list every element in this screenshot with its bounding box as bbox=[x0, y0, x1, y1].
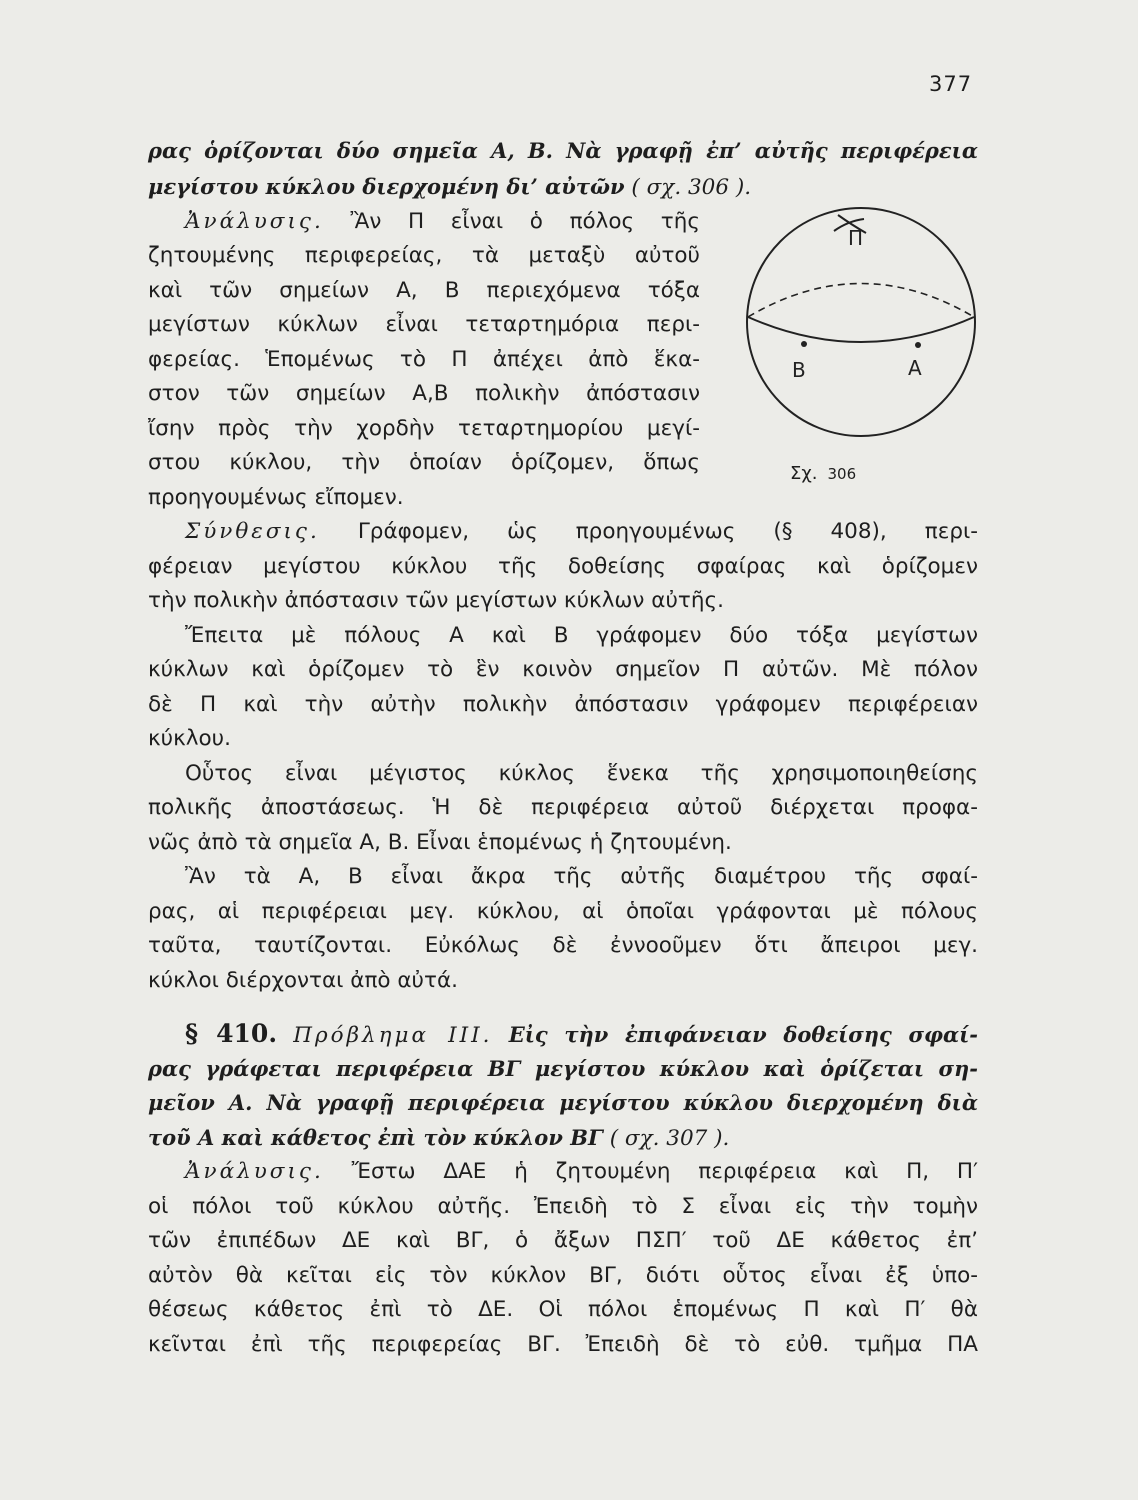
text-line: τῶν ἐπιπέδων ΔΕ καὶ ΒΓ, ὁ ἄξων ΠΣΠ′ τοῦ ΔΕ κάθετος ἐπ’ bbox=[148, 1228, 978, 1253]
text-line: πολικῆς ἀποστάσεως. Ἡ δὲ περιφέρεια αὐτοῦ διέρχεται προφα- bbox=[148, 795, 978, 820]
figure-reference: ( σχ. 306 ). bbox=[631, 175, 752, 200]
text-line: φερείας. Ἑπομένως τὸ Π ἀπέχει ἀπὸ ἕκα- bbox=[148, 347, 700, 372]
line-text: Γράφομεν, ὡς προηγουμένως (§ 408), περι- bbox=[357, 519, 979, 544]
synthesis-heading: Σύνθεσις. bbox=[185, 519, 320, 544]
text-line: ρας, αἱ περιφέρειαι μεγ. κύκλου, αἱ ὁποῖαι γράφονται μὲ πόλους bbox=[148, 899, 978, 924]
text-line: στον τῶν σημείων Α,Β πολικὴν ἀπόστασιν bbox=[148, 381, 700, 406]
text-line: κύκλου. bbox=[148, 726, 231, 751]
text-line bbox=[148, 134, 978, 168]
label-a: Α bbox=[908, 356, 922, 380]
text-line: κύκλων καὶ ὁρίζομεν τὸ ἓν κοινὸν σημεῖον Π αὐτῶν. Μὲ πόλον bbox=[148, 657, 978, 682]
label-pole: Π bbox=[848, 226, 864, 250]
section-title: Πρόβλημα ΙΙΙ. bbox=[293, 1023, 493, 1048]
problem-statement: τοῦ Α καὶ κάθετος ἐπὶ τὸν κύκλον ΒΓ bbox=[148, 1125, 603, 1150]
point-a bbox=[915, 342, 921, 348]
caption-number: 306 bbox=[827, 465, 857, 483]
text-line: Ἂν τὰ Α, Β εἶναι ἄκρα τῆς αὐτῆς διαμέτρου τῆς σφαί- bbox=[185, 864, 978, 889]
text-line bbox=[148, 1121, 978, 1155]
text-line: φέρειαν μεγίστου κύκλου τῆς δοθείσης σφαίρας καὶ ὁρίζομεν bbox=[148, 554, 978, 579]
text-line: δὲ Π καὶ τὴν αὐτὴν πολικὴν ἀπόστασιν γράφομεν περιφέρειαν bbox=[148, 692, 978, 717]
problem-statement: ρας γράφεται περιφέρεια ΒΓ μεγίστου κύκλου καὶ ὁρίζεται ση- bbox=[148, 1056, 978, 1081]
great-circle-front bbox=[748, 317, 974, 342]
text-line: ταῦτα, ταυτίζονται. Εὐκόλως δὲ ἐννοοῦμεν ὅτι ἄπειροι μεγ. bbox=[148, 933, 978, 958]
text-line: μεγίστων κύκλων εἶναι τεταρτημόρια περι- bbox=[148, 312, 700, 337]
text-line: Ἔπειτα μὲ πόλους Α καὶ Β γράφομεν δύο τόξα μεγίστων bbox=[185, 623, 978, 648]
text-line: ζητουμένης περιφερείας, τὰ μεταξὺ αὐτοῦ bbox=[148, 243, 700, 268]
text-line bbox=[148, 1052, 978, 1086]
sphere-figure-306 bbox=[738, 205, 988, 495]
figure-caption bbox=[790, 463, 856, 484]
page-number: 377 bbox=[929, 72, 973, 96]
text-line bbox=[185, 205, 700, 238]
problem-statement: μεῖον Α. Νὰ γραφῇ περιφέρεια μεγίστου κύκλου διερχομένη διὰ bbox=[148, 1090, 978, 1115]
text-line: προηγουμένως εἴπομεν. bbox=[148, 485, 404, 510]
text-line bbox=[185, 1017, 978, 1052]
text-line: αὐτὸν θὰ κεῖται εἰς τὸν κύκλον ΒΓ, διότι οὗτος εἶναι ἐξ ὑπο- bbox=[148, 1263, 978, 1288]
text-line: κύκλοι διέρχονται ἀπὸ αὐτά. bbox=[148, 968, 458, 993]
line-text: Ἂν Π εἶναι ὁ πόλος τῆς bbox=[350, 209, 700, 234]
analysis-heading: Ἀνάλυσις. bbox=[185, 209, 324, 234]
text-line bbox=[148, 170, 978, 204]
problem-statement: μεγίστου κύκλου διερχομένη δι’ αὐτῶν bbox=[148, 174, 625, 199]
text-line: στου κύκλου, τὴν ὁποίαν ὁρίζομεν, ὅπως bbox=[148, 450, 700, 475]
text-line bbox=[185, 1155, 978, 1188]
line-text: Ἔστω ΔΑΕ ἡ ζητουμένη περιφέρεια καὶ Π, Π′ bbox=[351, 1159, 978, 1184]
section-number: § 410. bbox=[185, 1019, 278, 1048]
label-b: Β bbox=[792, 358, 806, 382]
text-line: τὴν πολικὴν ἀπόστασιν τῶν μεγίστων κύκλων αὐτῆς. bbox=[148, 588, 724, 613]
figure-reference: ( σχ. 307 ). bbox=[609, 1126, 730, 1151]
text-line: κεῖνται ἐπὶ τῆς περιφερείας ΒΓ. Ἐπειδὴ δὲ τὸ εὐθ. τμῆμα ΠΑ bbox=[148, 1332, 978, 1357]
text-line: ἴσην πρὸς τὴν χορδὴν τεταρτημορίου μεγί- bbox=[148, 416, 700, 441]
problem-statement: ρας ὁρίζονται δύο σημεῖα Α, Β. Νὰ γραφῇ ἐπ’ αὐτῆς περιφέρεια bbox=[148, 138, 978, 163]
text-line bbox=[185, 515, 978, 548]
text-line: Οὗτος εἶναι μέγιστος κύκλος ἕνεκα τῆς χρησιμοποιηθείσης bbox=[185, 761, 978, 786]
text-line: θέσεως κάθετος ἐπὶ τὸ ΔΕ. Οἱ πόλοι ἑπομένως Π καὶ Π′ θὰ bbox=[148, 1297, 978, 1322]
great-circle-back bbox=[748, 284, 974, 318]
text-line: οἱ πόλοι τοῦ κύκλου αὐτῆς. Ἐπειδὴ τὸ Σ εἶναι εἰς τὴν τομὴν bbox=[148, 1194, 978, 1219]
point-b bbox=[801, 341, 807, 347]
problem-statement: Εἰς τὴν ἐπιφάνειαν δοθείσης σφαί- bbox=[508, 1022, 978, 1047]
analysis-heading: Ἀνάλυσις. bbox=[185, 1159, 324, 1184]
text-line bbox=[148, 1086, 978, 1120]
text-line: νῶς ἀπὸ τὰ σημεῖα Α, Β. Εἶναι ἑπομένως ἡ ζητουμένη. bbox=[148, 830, 732, 855]
caption-label: Σχ. bbox=[790, 463, 818, 484]
text-line: καὶ τῶν σημείων Α, Β περιεχόμενα τόξα bbox=[148, 278, 700, 303]
